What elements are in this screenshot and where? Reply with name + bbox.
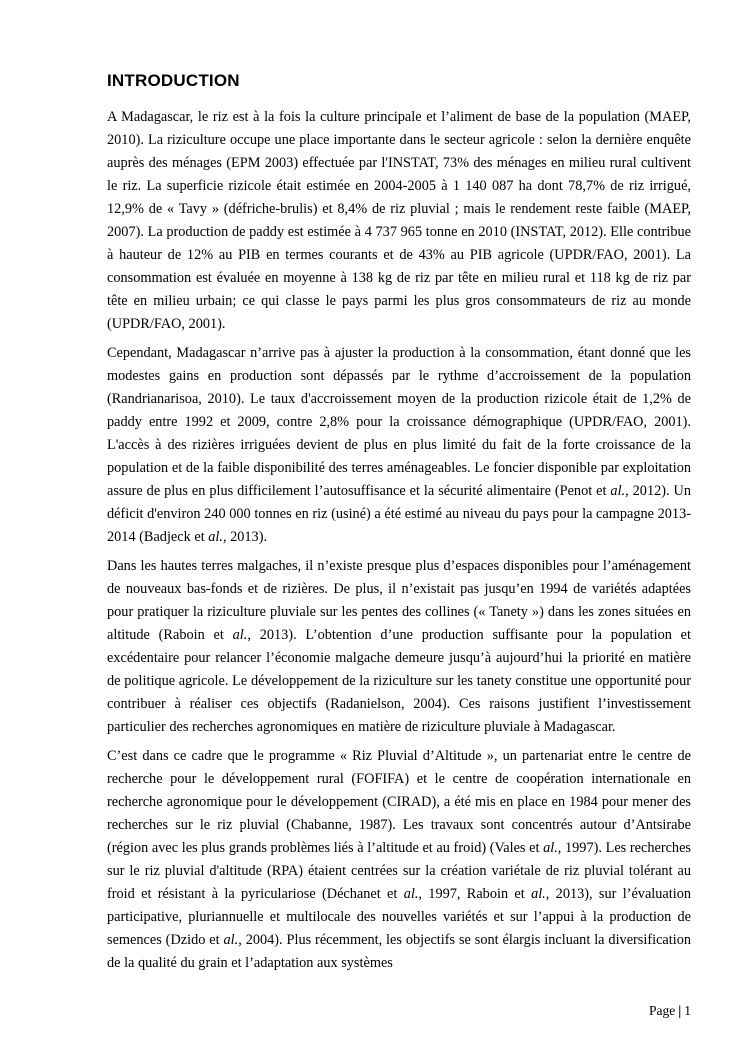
italic-text: al.	[531, 886, 546, 902]
italic-text: al.	[208, 529, 223, 545]
text-run: , 1997). Les recherches sur le riz pluvial d'altitude (RPA) étaient centrées sur la création variétale de riz pluvial tolérant au froid et résistant à la pyriculariose (Déchanet et	[107, 840, 691, 902]
document-page	[107, 68, 691, 981]
italic-text: al.	[403, 886, 419, 902]
page-number: 1	[684, 1003, 691, 1018]
text-run: , 2004). Plus récemment, les objectifs se sont élargis incluant la diversification de la qualité du grain et l’adaptation aux systèmes	[107, 932, 692, 971]
paragraph	[107, 745, 691, 975]
italic-text: al.	[223, 932, 239, 948]
text-run: , 1997, Raboin et	[418, 886, 532, 902]
text-run: , 2013), sur l’évaluation participative, pluriannuelle et multilocale des nouvelles variétés et sur l’appui à la production de semences (Dzido et	[107, 886, 691, 948]
paragraph	[107, 555, 691, 739]
text-run: , 2013). L’obtention d’une production suffisante pour la population et excédentaire pour relancer l’économie malgache demeure jusqu’à aujourd’hui la priorité en matière de politique agricole. Le développement de la riziculture sur les tanety constitue une opportunité pour contribuer à réaliser ces objectifs (Radanielson, 2004). Ces raisons justifient l’investissement particulier des recherches agronomiques en matière de riziculture pluviale à Madagascar.	[107, 627, 691, 735]
paragraph	[107, 342, 691, 549]
italic-text: al.	[232, 627, 248, 643]
text-run: Cependant, Madagascar n’arrive pas à ajuster la production à la consommation, étant donné que les modestes gains en production sont dépassés par le rythme d’accroissement de la population (Randrianarisoa, 2010). Le taux d'accroissement moyen de la production rizicole était de 1,2% de paddy entre 1992 et 2009, contre 2,8% pour la croissance démographique (UPDR/FAO, 2001). L'accès à des rizières irriguées devient de plus en plus limité du fait de la forte croissance de la population et de la faible disponibilité des terres aménageables. Le foncier disponible par exploitation assure de plus en plus difficilement l’autosuffisance et la sécurité alimentaire (Penot et	[107, 345, 691, 499]
text-run: A Madagascar, le riz est à la fois la culture principale et l’aliment de base de la population (MAEP, 2010). La riziculture occupe une place importante dans le secteur agricole : selon la dernière enquête auprès des ménages (EPM 2003) effectuée par l'INSTAT, 73% des ménages en milieu rural cultivent le riz. La superficie rizicole était estimée en 2004-2005 à 1 140 087 ha dont 78,7% de riz irrigué, 12,9% de « Tavy » (défriche-brulis) et 8,4% de riz pluvial ; mais le rendement reste faible (MAEP, 2007). La production de paddy est estimée à 4 737 965 tonne en 2010 (INSTAT, 2012). Elle contribue à hauteur de 12% au PIB en termes courants et de 43% au PIB agricole (UPDR/FAO, 2001). La consommation est évaluée en moyenne à 138 kg de riz par tête en milieu rural et 118 kg de riz par tête en milieu urbain; ce qui classe le pays parmi les plus gros consommateurs de riz au monde (UPDR/FAO, 2001).	[107, 109, 691, 332]
text-run: , 2012). Un déficit d'environ 240 000 tonnes en riz (usiné) a été estimé au niveau du pays pour la campagne 2013-2014 (Badjeck et	[107, 483, 692, 545]
text-run: C’est dans ce cadre que le programme « Riz Pluvial d’Altitude », un partenariat entre le centre de recherche pour le développement rural (FOFIFA) et le centre de coopération internationale en recherche agronomique pour le développement (CIRAD), a été mis en place en 1984 pour mener des recherches sur le riz pluvial (Chabanne, 1987). Les travaux sont concentrés autour d’Antsirabe (région avec les plus grands problèmes liés à l’altitude et au froid) (Vales et	[107, 748, 691, 856]
italic-text: al.	[610, 483, 626, 499]
paragraph	[107, 106, 691, 336]
text-run: Dans les hautes terres malgaches, il n’existe presque plus d’espaces disponibles pour l’aménagement de nouveaux bas-fonds et de rizières. De plus, il n’existait pas jusqu’en 1994 de variétés adaptées pour pratiquer la riziculture pluviale sur les pentes des collines (« Tanety ») dans les zones situées en altitude (Raboin et	[107, 558, 691, 643]
body-text	[107, 106, 691, 975]
italic-text: al.	[543, 840, 558, 856]
section-heading: INTRODUCTION	[107, 71, 240, 90]
page-footer	[649, 1002, 691, 1020]
page-label: Page	[649, 1003, 676, 1018]
text-run: , 2013).	[222, 529, 268, 545]
page-separator: |	[678, 1003, 682, 1018]
